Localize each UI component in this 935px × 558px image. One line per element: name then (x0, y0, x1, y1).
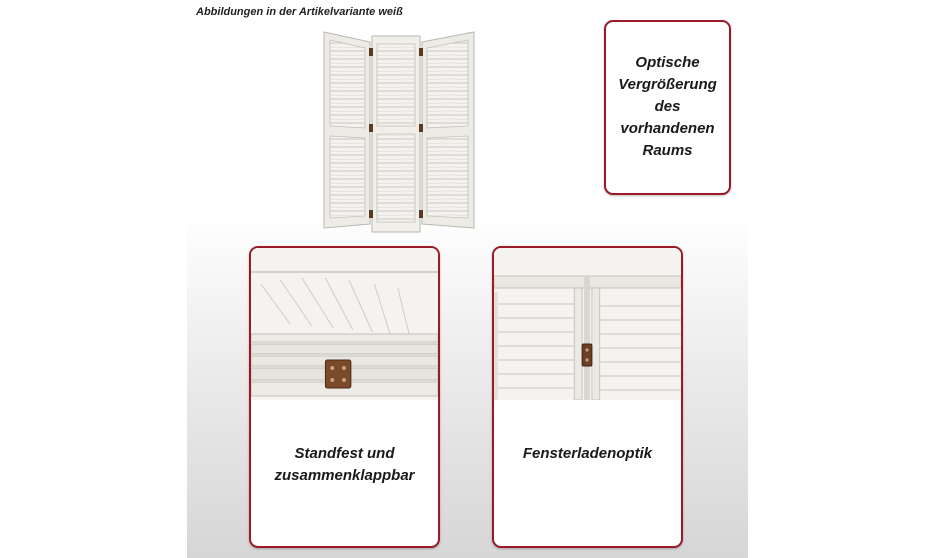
room-divider-image (320, 28, 480, 234)
caption: Abbildungen in der Artikelvariante weiß (196, 6, 403, 18)
shutter-detail-image (494, 248, 681, 400)
feature-text: Optische Vergrößerung des vorhandenen Raums (618, 54, 717, 159)
feature-card-stable (249, 246, 440, 548)
feature-text: Fensterladenoptik (522, 445, 653, 462)
feature-card-shutter (492, 246, 683, 548)
feature-card-space (604, 20, 731, 195)
feature-text: Standfest und zusammenklappbar (274, 445, 415, 484)
folded-panels-detail-image (251, 248, 438, 400)
